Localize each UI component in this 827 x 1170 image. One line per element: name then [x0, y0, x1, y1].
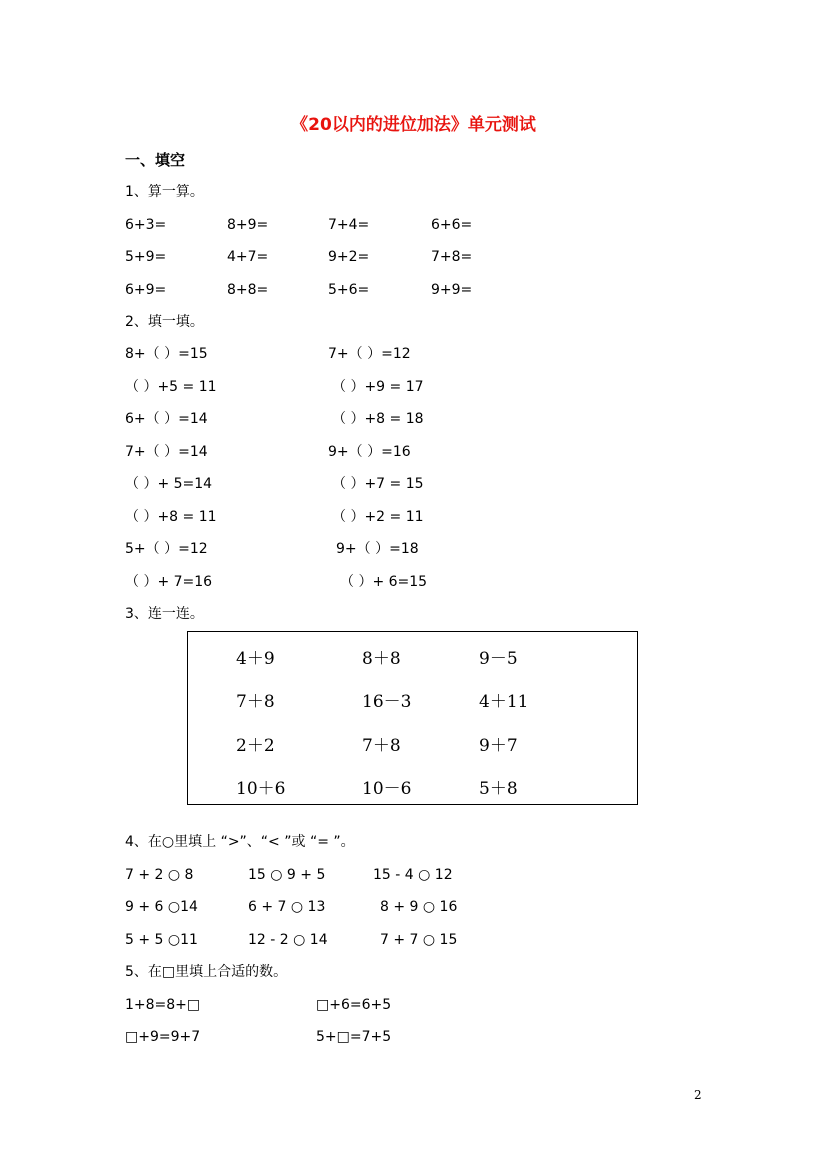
q4-item: 15 ○ 9 + 5	[248, 867, 326, 883]
q2-item: （ ）+9 = 17	[332, 379, 424, 395]
match-item: 9－5	[479, 649, 518, 669]
match-item: 7＋8	[236, 692, 275, 712]
match-item: 4＋9	[236, 649, 275, 669]
match-item: 9＋7	[479, 736, 518, 756]
q1-item: 5+9=	[125, 249, 167, 265]
question-2-label: 2、填一填。	[125, 314, 204, 330]
match-item: 16－3	[362, 692, 412, 712]
q4-item: 6 + 7 ○ 13	[248, 899, 326, 915]
match-item: 10－6	[362, 779, 412, 799]
match-item: 5＋8	[479, 779, 518, 799]
q2-item: （ ）+8 = 11	[125, 509, 217, 525]
q1-item: 7+8=	[431, 249, 473, 265]
q5-item: □+9=9+7	[125, 1029, 201, 1045]
question-4-label: 4、在○里填上 “>”、“< ”或 “= ”。	[125, 834, 355, 850]
q4-item: 7 + 2 ○ 8	[125, 867, 194, 883]
question-3-label: 3、连一连。	[125, 606, 204, 622]
q2-item: （ ）+5 = 11	[125, 379, 217, 395]
question-1-label: 1、算一算。	[125, 184, 204, 200]
q4-item: 9 + 6 ○14	[125, 899, 198, 915]
match-item: 2＋2	[236, 736, 275, 756]
q4-item: 15 - 4 ○ 12	[373, 867, 453, 883]
match-item: 7＋8	[362, 736, 401, 756]
section-heading: 一、填空	[125, 151, 186, 169]
q1-item: 4+7=	[227, 249, 269, 265]
q1-item: 5+6=	[328, 282, 370, 298]
q1-item: 7+4=	[328, 217, 370, 233]
q2-item: （ ）+ 7=16	[125, 574, 213, 590]
q2-item: （ ）+ 5=14	[125, 476, 213, 492]
q1-item: 9+2=	[328, 249, 370, 265]
q2-item: 7+（ ）=14	[125, 444, 208, 460]
q2-item: 5+（ ）=12	[125, 541, 208, 557]
matching-box	[187, 631, 638, 805]
q5-item: 5+□=7+5	[316, 1029, 392, 1045]
q1-item: 6+3=	[125, 217, 167, 233]
match-item: 10＋6	[236, 779, 286, 799]
q2-item: 9+（ ）=16	[328, 444, 411, 460]
q1-item: 8+8=	[227, 282, 269, 298]
q2-item: （ ）+2 = 11	[332, 509, 424, 525]
page-number: 2	[694, 1088, 702, 1102]
q1-item: 8+9=	[227, 217, 269, 233]
match-item: 4＋11	[479, 692, 529, 712]
q2-item: （ ）+ 6=15	[340, 574, 428, 590]
q4-item: 5 + 5 ○11	[125, 932, 198, 948]
q1-item: 6+9=	[125, 282, 167, 298]
q2-item: 7+（ ）=12	[328, 346, 411, 362]
q2-item: 9+（ ）=18	[336, 541, 419, 557]
q4-item: 8 + 9 ○ 16	[380, 899, 458, 915]
q4-item: 7 + 7 ○ 15	[380, 932, 458, 948]
match-item: 8＋8	[362, 649, 401, 669]
question-5-label: 5、在□里填上合适的数。	[125, 964, 288, 980]
q2-item: 8+（ ）=15	[125, 346, 208, 362]
q5-item: □+6=6+5	[316, 997, 392, 1013]
document-title: 《20以内的进位加法》单元测试	[291, 115, 536, 135]
q2-item: （ ）+7 = 15	[332, 476, 424, 492]
q2-item: （ ）+8 = 18	[332, 411, 424, 427]
q5-item: 1+8=8+□	[125, 997, 201, 1013]
q1-item: 6+6=	[431, 217, 473, 233]
q1-item: 9+9=	[431, 282, 473, 298]
q2-item: 6+（ ）=14	[125, 411, 208, 427]
q4-item: 12 - 2 ○ 14	[248, 932, 328, 948]
